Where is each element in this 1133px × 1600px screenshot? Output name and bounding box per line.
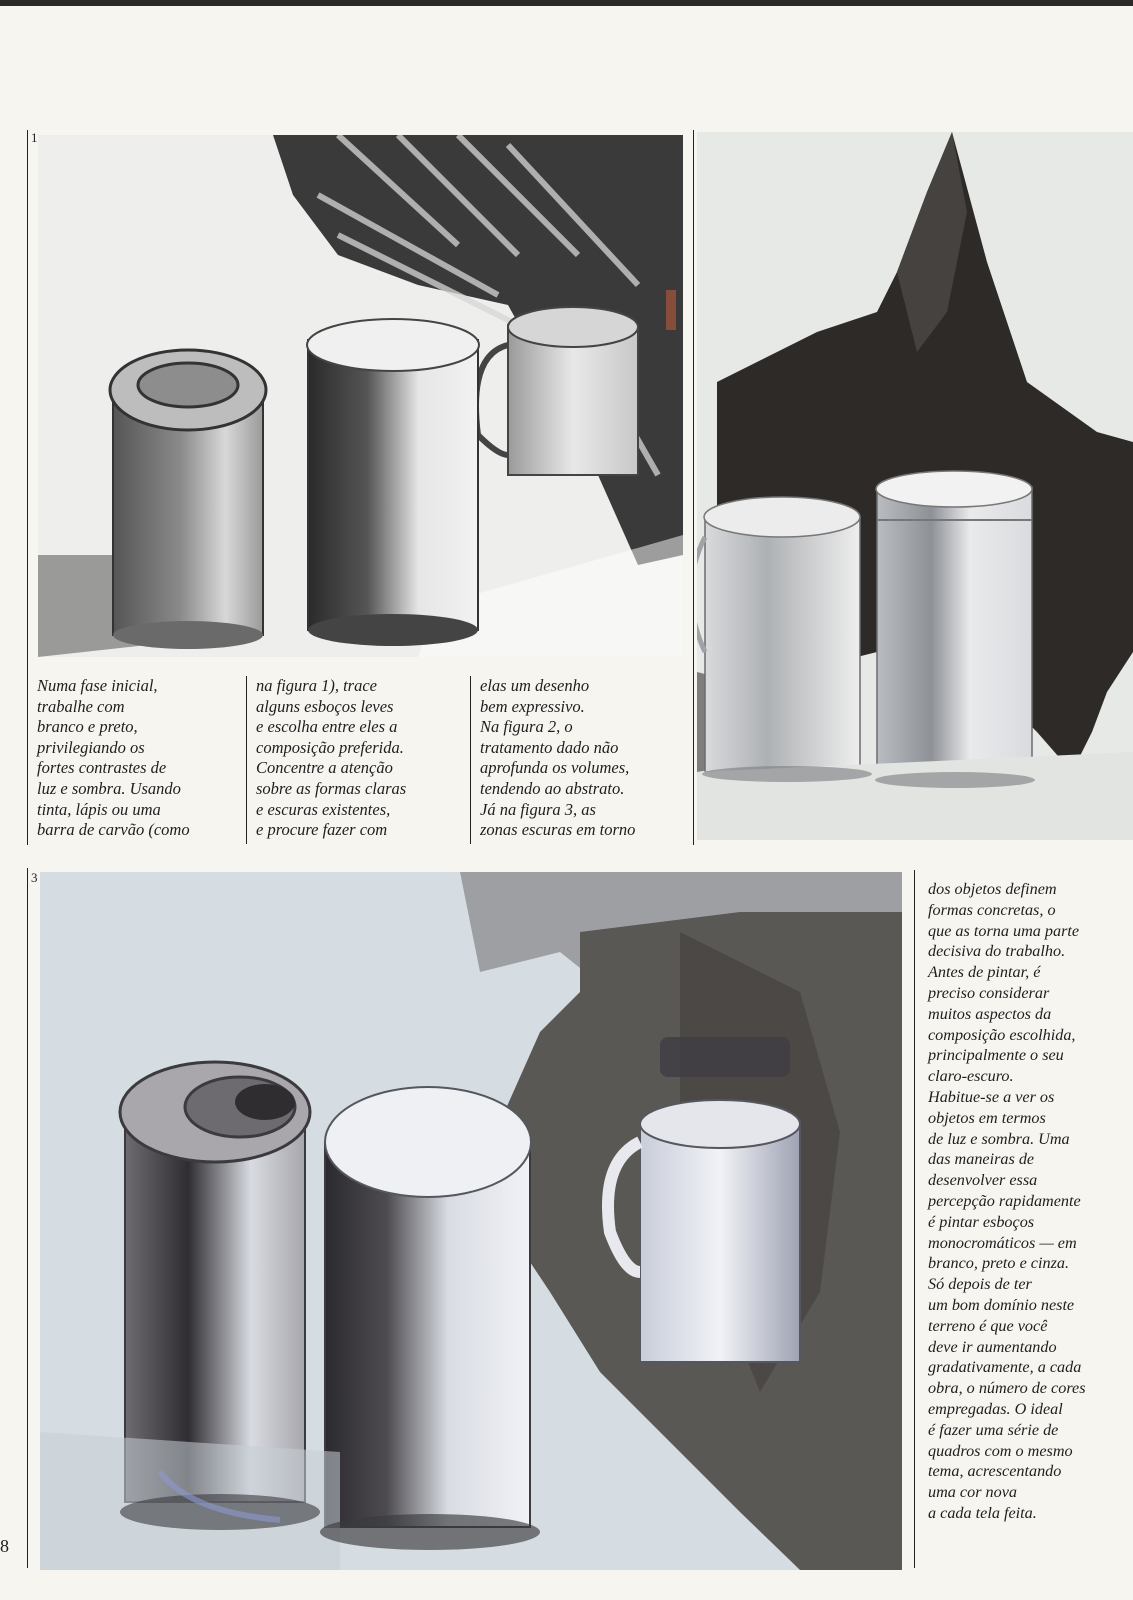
figure-2-ink-wash-painting — [697, 132, 1133, 840]
caption-line: tema, acrescentando — [928, 1462, 1062, 1481]
caption-line: branco e preto, — [37, 717, 138, 737]
figure-1-number: 1 — [31, 130, 38, 145]
caption-line: elas um desenho — [480, 676, 590, 695]
top-edge-bar — [0, 0, 1133, 6]
left-rule-figure-2 — [693, 130, 694, 845]
caption-line: Antes de pintar, é — [928, 963, 1041, 982]
caption-line: deve ir aumentando — [928, 1337, 1057, 1356]
left-rule-figure-3 — [27, 868, 28, 1568]
caption-line: Habitue-se a ver os — [928, 1087, 1055, 1106]
left-rule-figure-1 — [27, 130, 28, 845]
figure-3-number: 3 — [31, 870, 38, 885]
caption-line: monocromáticos — em — [928, 1233, 1077, 1252]
caption-line: que as torna uma parte — [928, 921, 1080, 940]
page-number: 8 — [0, 1536, 9, 1556]
caption-line: gradativamente, a cada — [928, 1358, 1082, 1377]
caption-line: composição escolhida, — [928, 1025, 1076, 1044]
caption-line: percepção rapidamente — [928, 1191, 1081, 1210]
caption-line: na figura 1), trace — [256, 676, 377, 695]
caption-line: claro-escuro. — [928, 1067, 1014, 1086]
figure-1-charcoal-drawing — [38, 135, 683, 657]
caption-line: Numa fase inicial, — [37, 676, 158, 695]
caption-line: Já na figura 3, as — [480, 799, 596, 819]
caption-line: zonas escuras em torno — [480, 820, 636, 840]
caption-line: bem expressivo. — [480, 696, 585, 716]
caption-line: empregadas. O ideal — [928, 1399, 1063, 1418]
caption-line: formas concretas, o — [928, 900, 1056, 919]
caption-line: é fazer uma série de — [928, 1420, 1059, 1439]
caption-line: e procure fazer com — [256, 820, 388, 840]
caption-line: e escolha entre eles a — [256, 717, 398, 737]
caption-line: branco, preto e cinza. — [928, 1254, 1070, 1273]
caption-line: Concentre a atenção — [256, 758, 393, 778]
caption-column-3 — [480, 676, 635, 841]
caption-line: muitos aspectos da — [928, 1004, 1052, 1023]
caption-line: um bom domínio neste — [928, 1295, 1075, 1314]
caption-line: tinta, lápis ou uma — [37, 799, 161, 819]
caption-line: barra de carvão (como — [37, 820, 190, 840]
caption-line: Na figura 2, o — [480, 717, 573, 737]
caption-column-4 — [928, 879, 1086, 1524]
caption-line: quadros com o mesmo — [928, 1441, 1073, 1460]
caption-column-2 — [256, 676, 406, 841]
caption-line: é pintar esboços — [928, 1212, 1035, 1231]
caption-line: privilegiando os — [37, 737, 145, 757]
caption-line: luz e sombra. Usando — [37, 778, 181, 798]
caption-line: decisiva do trabalho. — [928, 942, 1066, 961]
caption-rule-2 — [470, 676, 471, 844]
caption-rule-1 — [246, 676, 247, 844]
caption-rule-3 — [914, 870, 915, 1568]
caption-line: de luz e sombra. Uma — [928, 1129, 1070, 1148]
figure-3-watercolor-painting — [40, 872, 902, 1570]
caption-line: a cada tela feita. — [928, 1503, 1037, 1522]
caption-line: composição preferida. — [256, 737, 404, 757]
caption-line: preciso considerar — [928, 983, 1050, 1002]
caption-line: tendendo ao abstrato. — [480, 778, 625, 798]
caption-line: terreno é que você — [928, 1316, 1048, 1335]
caption-line: principalmente o seu — [928, 1046, 1064, 1065]
caption-column-1 — [37, 676, 190, 841]
caption-line: fortes contrastes de — [37, 758, 167, 778]
caption-line: tratamento dado não — [480, 737, 619, 757]
caption-line: trabalhe com — [37, 696, 125, 716]
caption-line: desenvolver essa — [928, 1171, 1038, 1190]
caption-line: alguns esboços leves — [256, 696, 394, 716]
caption-line: aprofunda os volumes, — [480, 758, 630, 778]
caption-line: objetos em termos — [928, 1108, 1046, 1127]
caption-line: uma cor nova — [928, 1483, 1018, 1502]
caption-line: sobre as formas claras — [256, 778, 407, 798]
caption-line: das maneiras de — [928, 1150, 1035, 1169]
caption-line: Só depois de ter — [928, 1275, 1032, 1294]
caption-line: e escuras existentes, — [256, 799, 391, 819]
caption-line: dos objetos definem — [928, 880, 1057, 898]
caption-line: obra, o número de cores — [928, 1379, 1086, 1398]
